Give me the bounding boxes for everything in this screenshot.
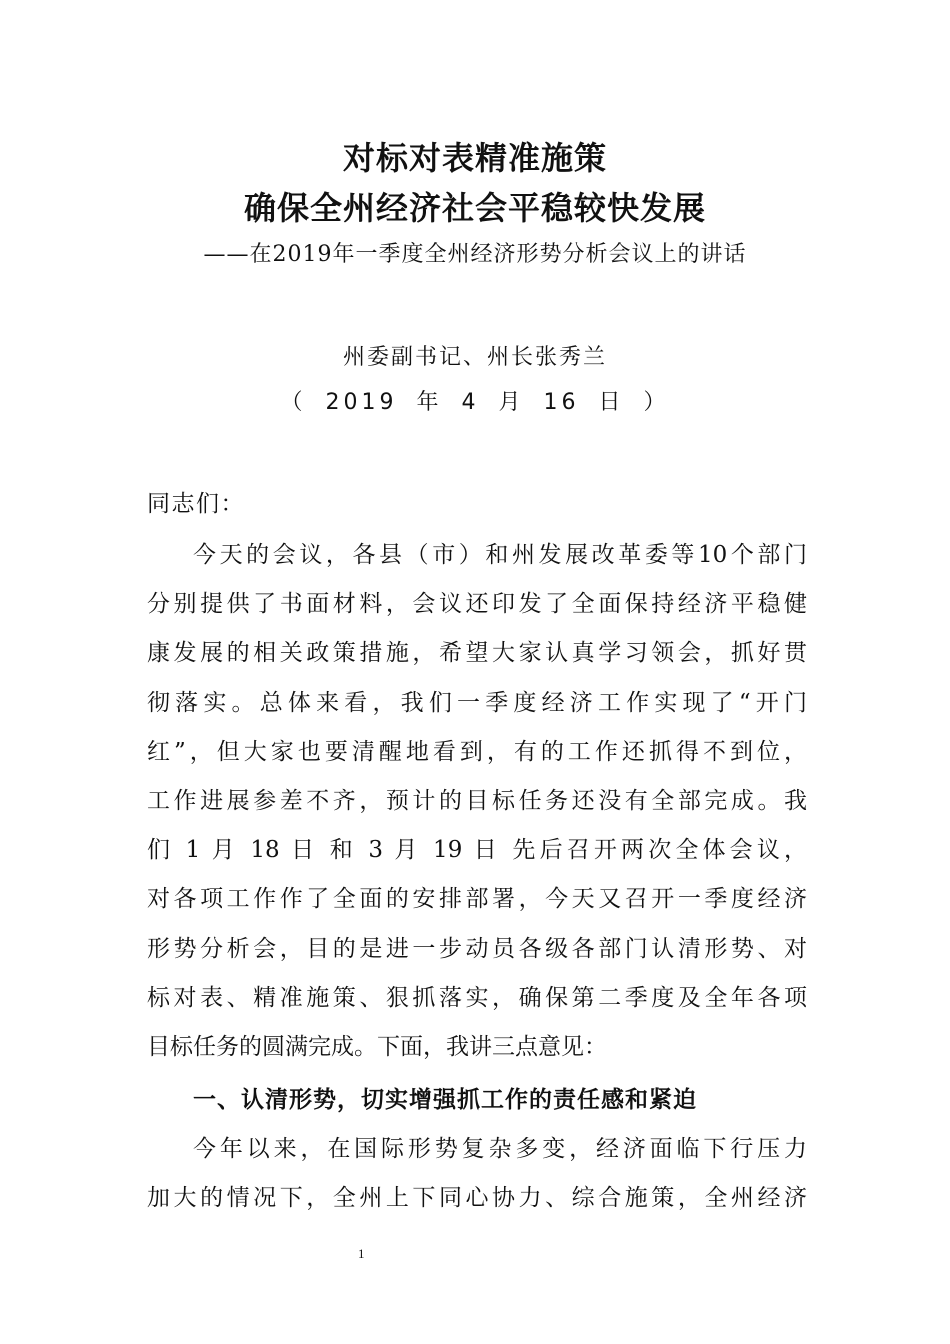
title-line-1: 对标对表精准施策 [342, 139, 607, 177]
paragraph-line: 对各项工作作了全面的安排部署，今天又召开一季度经济 [147, 886, 807, 913]
paragraph-line: 工作进展参差不齐，预计的目标任务还没有全部完成。我 [147, 787, 807, 814]
paragraph-line: 今天的会议，各县（市）和州发展改革委等10个部门 [193, 542, 807, 568]
paragraph-line: 们 1 月 18 日 和 3 月 19 日 先后召开两次全体会议， [147, 837, 807, 864]
title-line-2: 确保全州经济社会平稳较快发展 [243, 189, 706, 227]
paragraph-line: 加大的情况下，全州上下同心协力、综合施策，全州经济 [147, 1185, 807, 1212]
paragraph-line: 彻落实。总体来看，我们一季度经济工作实现了“开门 [147, 689, 807, 716]
paragraph-line: 红”，但大家也要清醒地看到，有的工作还抓得不到位， [147, 738, 807, 765]
date-line: （ 2019 年 4 月 16 日 ） [280, 390, 670, 415]
paragraph-line: 形势分析会，目的是进一步动员各级各部门认清形势、对 [147, 935, 807, 962]
salutation: 同志们： [147, 491, 245, 517]
paragraph-line: 标对表、精准施策、狠抓落实，确保第二季度及全年各项 [147, 984, 807, 1011]
paragraph-line: 分别提供了书面材料，会议还印发了全面保持经济平稳健 [147, 591, 807, 618]
paragraph-line: 今年以来，在国际形势复杂多变，经济面临下行压力 [193, 1136, 807, 1162]
section-heading-1: 一、认清形势，切实增强抓工作的责任感和紧迫 [193, 1087, 697, 1113]
paragraph-2 [147, 1125, 807, 1223]
subtitle: ——在2019年一季度全州经济形势分析会议上的讲话 [203, 242, 747, 267]
paragraph-line: 康发展的相关政策措施，希望大家认真学习领会，抓好贯 [147, 640, 807, 667]
paragraph-line: 目标任务的圆满完成。下面，我讲三点意见： [147, 1033, 607, 1060]
paragraph-1 [147, 531, 807, 1072]
author-line: 州委副书记、州长张秀兰 [342, 345, 607, 370]
page-number: 1 [358, 1246, 365, 1261]
